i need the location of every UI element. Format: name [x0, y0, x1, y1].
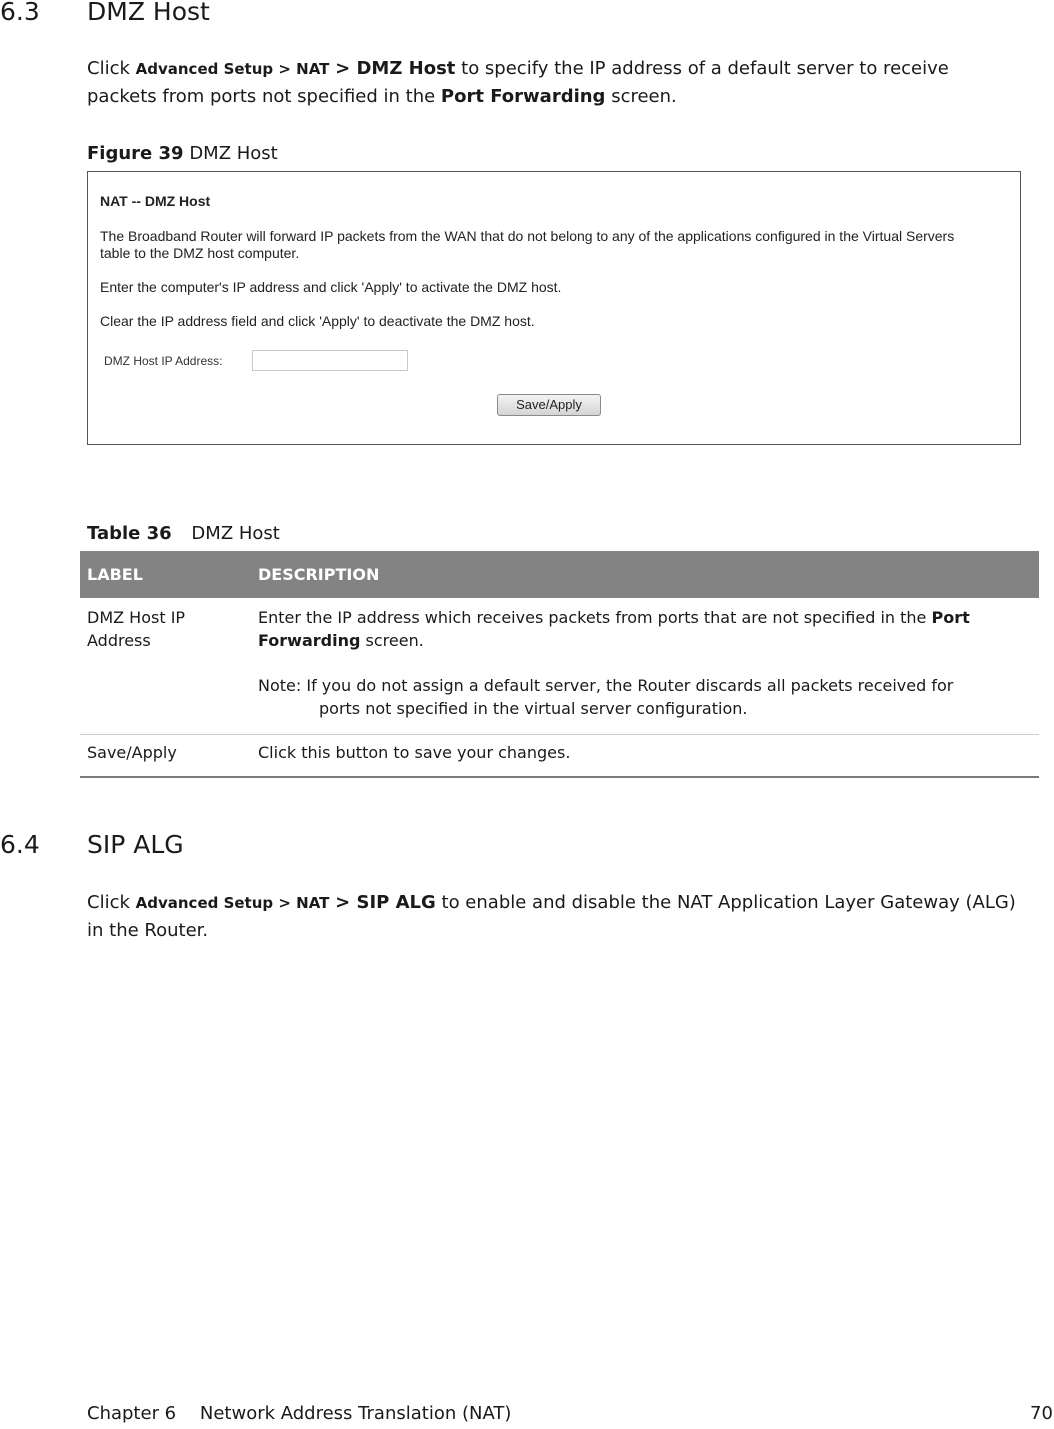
row-label: Save/Apply	[87, 743, 177, 762]
page-number: 70	[1030, 1403, 1053, 1424]
desc-bold: Port Forwarding	[258, 608, 970, 650]
para-text: packets from ports not specified in the	[87, 86, 436, 107]
dmz-ip-label: DMZ Host IP Address:	[104, 354, 223, 368]
para-text: Click	[87, 58, 130, 79]
ui-instruction-deactivate: Clear the IP address field and click 'Apply' to deactivate the DMZ host.	[100, 313, 535, 329]
dmz-ip-input[interactable]	[252, 350, 408, 371]
table-caption	[87, 523, 280, 544]
section-number: 6.3	[0, 0, 40, 26]
desc-text: screen.	[365, 631, 424, 650]
note-line: ports not specified in the virtual server configuration.	[319, 699, 748, 718]
description-table	[80, 551, 1039, 778]
menu-path-target: > SIP ALG	[335, 892, 436, 913]
para-text: to specify the IP address of a default server to receive	[461, 58, 949, 79]
table-label: Table 36	[87, 523, 172, 544]
figure-dmz-host	[87, 171, 1021, 445]
section-paragraph	[87, 889, 1047, 944]
screen-name: Port Forwarding	[440, 86, 606, 107]
desc-text: Enter the IP address which receives packets from ports that are not specified in the	[258, 608, 927, 627]
figure-label: Figure 39	[87, 143, 184, 164]
header-label: LABEL	[87, 565, 143, 584]
row-description	[258, 606, 1028, 720]
section-title: SIP ALG	[87, 830, 184, 859]
figure-caption	[87, 143, 278, 164]
row-description: Click this button to save your changes.	[258, 743, 571, 762]
row-label: DMZ Host IP Address	[87, 608, 186, 650]
section-number: 6.4	[0, 830, 40, 859]
ui-description-line: table to the DMZ host computer.	[100, 245, 300, 261]
note	[258, 674, 1028, 720]
section-paragraph	[87, 55, 1037, 110]
table-row	[80, 598, 1039, 735]
ui-description-line: The Broadband Router will forward IP packets from the WAN that do not belong to any of the applications configured in the Virtual Servers	[100, 228, 955, 244]
para-text: Click	[87, 892, 130, 913]
header-description: DESCRIPTION	[258, 565, 380, 584]
note-line: Note: If you do not assign a default server, the Router discards all packets received for	[258, 676, 954, 695]
chapter-number: Chapter 6	[87, 1403, 177, 1424]
table-caption-text: DMZ Host	[191, 523, 280, 544]
table-header	[80, 551, 1039, 598]
ui-description	[100, 228, 1010, 262]
para-text: screen.	[611, 86, 677, 107]
footer-chapter	[87, 1403, 511, 1424]
table-row	[80, 735, 1039, 778]
section-title: DMZ Host	[87, 0, 210, 26]
ui-instruction-activate: Enter the computer's IP address and click 'Apply' to activate the DMZ host.	[100, 279, 562, 295]
menu-path: Advanced Setup > NAT	[135, 894, 330, 912]
figure-caption-text: DMZ Host	[189, 143, 278, 164]
menu-path: Advanced Setup > NAT	[135, 60, 330, 78]
save-apply-button[interactable]: Save/Apply	[497, 394, 601, 416]
para-text: in the Router.	[87, 920, 209, 941]
menu-path-target: > DMZ Host	[335, 58, 456, 79]
ui-page-title: NAT -- DMZ Host	[100, 193, 211, 209]
para-text: to enable and disable the NAT Application Layer Gateway (ALG)	[441, 892, 1016, 913]
chapter-title: Network Address Translation (NAT)	[199, 1403, 512, 1424]
